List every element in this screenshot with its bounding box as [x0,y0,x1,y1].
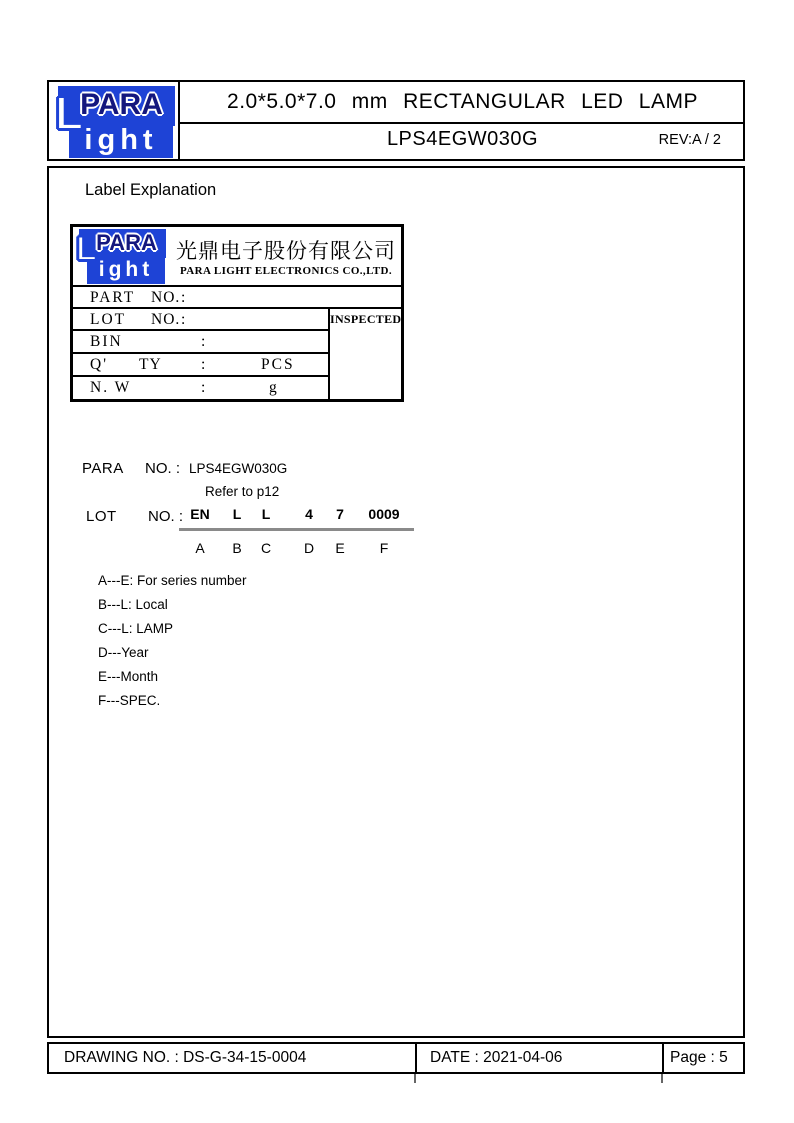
revision: REV:A / 2 [658,132,721,148]
label-row-qty [73,354,328,377]
field-name: Q' [90,356,108,373]
logo-ight-text: ight [84,124,158,156]
lot-letter: E [335,540,345,556]
company-name-chinese: 光鼎电子股份有限公司 [176,239,396,263]
label-row-bin [73,331,328,354]
colon: : [181,289,186,306]
label-logo-row [73,227,401,287]
note-line: B---L: Local [98,597,168,612]
field-name: N. W [90,379,132,396]
note-line: C---L: LAMP [98,621,174,636]
part-number: LPS4EGW030G [386,128,539,150]
label-logo-l-mark: L [76,230,97,268]
lot-group [319,506,361,556]
lot-code-notes [98,573,247,717]
para-no-value: LPS4EGW030G [189,461,288,476]
field-name: PART [90,289,136,306]
colon: : [201,379,206,396]
company-name-english: PARA LIGHT ELECTRONICS CO.,LTD. [179,265,393,277]
lot-underline [179,528,414,531]
logo-l-mark: L [55,87,84,139]
colon: : [201,356,206,373]
drawing-number: DRAWING NO. : DS-G-34-15-0004 [64,1049,307,1066]
label-logo-para-text: PARA [96,230,157,255]
section-title: Label Explanation [85,181,217,199]
label-logo-ight-block [87,258,165,284]
field-name-2: NO. [151,289,181,306]
field-name: LOT [90,311,127,328]
content-box [47,166,745,1038]
field-name-2: TY [139,356,162,373]
lot-group [360,506,408,556]
header-logo-cell [49,82,180,159]
para-no-label: PARA [82,460,124,477]
field-name-2: NO. [151,311,181,328]
date: DATE : 2021-04-06 [430,1049,563,1066]
label-para-light-logo [73,227,168,285]
colon: : [181,311,186,328]
header-subtitle-row [180,124,745,159]
lot-letter: D [303,540,315,556]
note-line: F---SPEC. [98,693,161,708]
footer-divider [415,1044,417,1072]
colon: : [201,333,206,350]
lot-group [179,506,221,556]
label-row-lot-no [73,309,328,331]
inspected-label: INSPECTED [330,312,402,326]
footer-divider [662,1044,664,1072]
lot-code: L [232,506,242,522]
lot-no-label-2: NO. : [148,508,184,525]
footer-tick-mark [661,1074,663,1083]
header-title-row [180,82,745,124]
note-line: A---E: For series number [98,573,247,588]
label-row-part-no [73,287,401,309]
lot-letter: A [195,540,205,556]
lot-letter: F [379,540,389,556]
field-value: PCS [261,356,295,373]
lot-code: 4 [305,506,313,522]
header [47,80,745,161]
note-line: E---Month [98,669,159,684]
field-name: BIN [90,333,123,350]
note-line: D---Year [98,645,149,660]
lot-letter: C [260,540,272,556]
lot-code: 0009 [368,506,400,522]
lot-code: L [261,506,271,522]
lot-no-label: LOT [86,508,117,525]
lot-letter: B [232,540,242,556]
logo-para-text: PARA [80,88,163,121]
label-logo-ight-text: ight [98,258,154,281]
page-number: Page : 5 [670,1049,728,1066]
refer-note: Refer to p12 [205,484,280,499]
inspected-cell [328,309,401,399]
lot-group [245,506,287,556]
lot-code: 7 [336,506,344,522]
footer-tick-mark [414,1074,416,1083]
field-value: g [269,379,279,396]
document-title: 2.0*5.0*7.0 mm RECTANGULAR LED LAMP [227,90,698,113]
sample-label [70,224,404,402]
para-no-label-2: NO. : [145,460,181,477]
lot-code: EN [190,506,210,522]
footer [47,1042,745,1074]
para-light-logo [49,82,180,159]
logo-ight-block [69,124,173,158]
